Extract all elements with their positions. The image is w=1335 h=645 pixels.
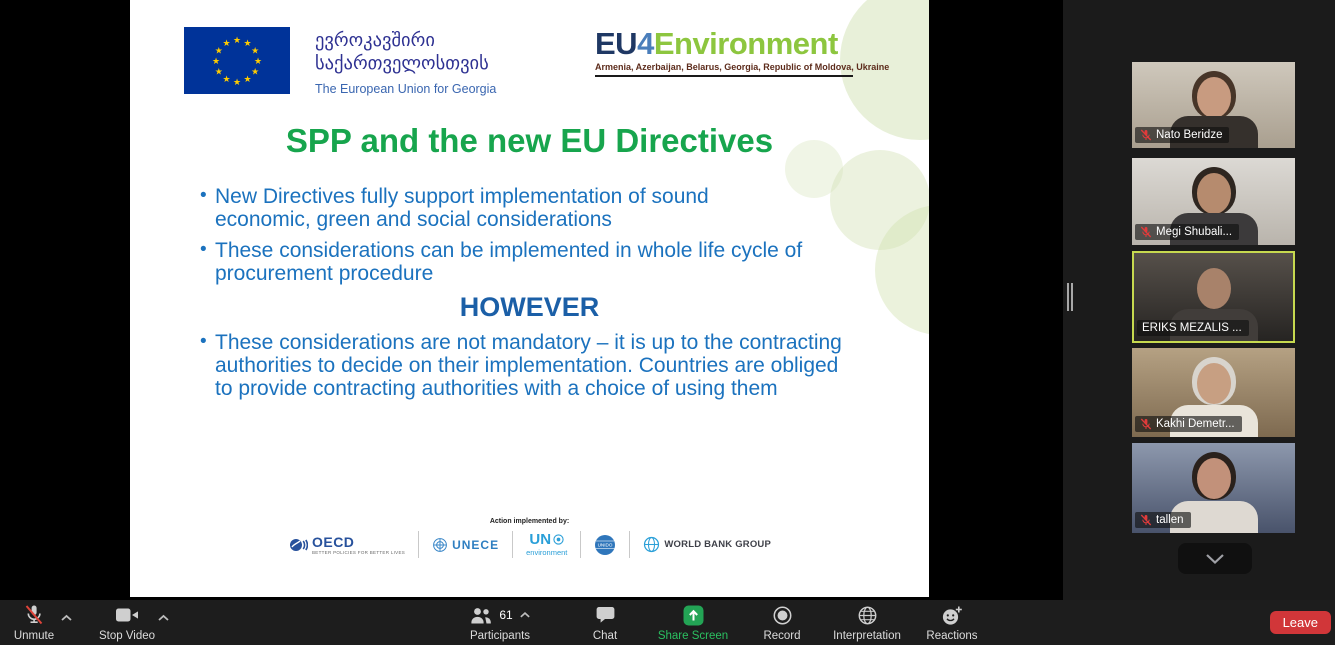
slide-title: SPP and the new EU Directives (285, 122, 774, 159)
interpretation-label: Interpretation (833, 629, 901, 642)
smiley-plus-icon (941, 605, 963, 626)
stop-video-label: Stop Video (98, 629, 156, 642)
video-options-caret[interactable] (157, 609, 170, 627)
muted-mic-icon (1140, 514, 1152, 526)
world-bank-logo (643, 536, 771, 553)
participant-tile-eriks-mezalis[interactable] (1132, 251, 1295, 343)
un-environment-label: environment (526, 548, 568, 557)
interpretation-button[interactable] (814, 604, 920, 643)
participant-name-tag: Megi Shubali... (1135, 224, 1239, 240)
share-screen-label: Share Screen (657, 629, 729, 642)
footer-caption: Action implemented by: (489, 518, 570, 525)
leave-button[interactable]: Leave (1270, 611, 1331, 634)
participant-name-tag: tallen (1135, 512, 1191, 528)
participant-tile-kakhi-demetr[interactable] (1132, 348, 1295, 437)
slide-bullet-1: • New Directives fully support implementation of sound economic, green and social considerations (200, 186, 780, 232)
muted-mic-icon (1140, 226, 1152, 238)
unece-logo (432, 537, 499, 553)
more-participants-button[interactable] (1178, 543, 1252, 574)
muted-mic-icon (1140, 418, 1152, 430)
participants-icon (469, 606, 493, 625)
participant-tile-tallen[interactable] (1132, 443, 1295, 533)
svg-text:★: ★ (222, 38, 231, 49)
unido-label: UNIDO (597, 542, 613, 548)
eu-stars-icon (184, 27, 290, 94)
un-label: UN (529, 531, 552, 548)
world-bank-label: WORLD BANK GROUP (664, 539, 772, 550)
eu-logo-text (315, 29, 496, 96)
eu4env-env: Environment (653, 26, 838, 61)
presentation-slide (130, 0, 929, 597)
world-bank-globe-icon (643, 536, 660, 553)
participants-label: Participants (469, 629, 531, 642)
chat-bubble-icon (595, 605, 616, 625)
svg-text:★: ★ (214, 46, 223, 57)
eu4env-4: 4 (637, 26, 654, 61)
share-screen-button[interactable] (645, 604, 741, 643)
logo-separator (580, 531, 581, 558)
svg-text:★: ★ (232, 36, 242, 46)
unmute-button[interactable] (6, 604, 62, 643)
slide-bullet-3: • These considerations are not mandatory – it is up to the contracting authorities to decide on their implementation. Countries are obliged to provide contracting authorities with a choice of using them (200, 332, 855, 401)
svg-text:★: ★ (243, 75, 252, 86)
slide-however-heading: HOWEVER (459, 292, 600, 322)
unece-label: UNECE (452, 537, 500, 552)
svg-text:★: ★ (243, 38, 252, 49)
participant-name-tag: Nato Beridze (1135, 127, 1229, 143)
meeting-toolbar (0, 600, 1335, 645)
chat-button[interactable] (577, 604, 633, 643)
participants-count: 61 (499, 608, 513, 622)
oecd-globe-icon (288, 535, 308, 555)
unido-emblem-icon (594, 534, 616, 556)
participant-name-tag: ERIKS MEZALIS ... (1137, 320, 1249, 336)
un-environment-logo (526, 532, 567, 557)
participant-tile-nato-beridze[interactable] (1132, 62, 1295, 148)
eu-georgian-line1: ევროკავშირი (315, 30, 435, 51)
eu4env-underline (595, 75, 853, 77)
stop-video-button[interactable] (92, 604, 162, 643)
chevron-down-icon (1204, 552, 1226, 565)
oecd-logo (288, 535, 405, 555)
participant-tile-megi-shubali[interactable] (1132, 158, 1295, 245)
svg-text:★: ★ (232, 78, 242, 88)
eu4env-eu: EU (595, 26, 638, 61)
video-camera-icon (114, 606, 140, 624)
sidebar-resize-handle[interactable] (1067, 283, 1073, 311)
record-icon (772, 605, 793, 626)
video-sidebar (1063, 0, 1335, 600)
svg-text:★: ★ (251, 67, 260, 78)
participant-name-tag: Kakhi Demetr... (1135, 416, 1242, 432)
eu-georgian-line2: საქართველოსთვის (315, 53, 489, 75)
reactions-label: Reactions (926, 629, 978, 642)
un-globe-icon (553, 534, 564, 545)
muted-mic-icon (1140, 129, 1152, 141)
logo-separator (512, 531, 513, 558)
svg-text:★: ★ (222, 75, 231, 86)
svg-text:★: ★ (214, 67, 223, 78)
eu-english-caption: The European Union for Georgia (315, 81, 497, 96)
audio-options-caret[interactable] (60, 609, 73, 627)
share-screen-icon (683, 605, 704, 626)
footer-logos (130, 531, 929, 558)
oecd-label: OECD (311, 533, 355, 550)
eu-flag-logo (184, 27, 290, 94)
slide-bullet-2: • These considerations can be implemented in whole life cycle of procurement procedure (200, 240, 818, 286)
globe-icon (857, 605, 878, 626)
eu4env-countries: Armenia, Azerbaijan, Belarus, Georgia, Republic of Moldova, Ukraine (595, 62, 890, 72)
chat-label: Chat (592, 629, 618, 642)
unmute-label: Unmute (13, 629, 55, 642)
oecd-tagline: BETTER POLICIES FOR BETTER LIVES (311, 549, 406, 555)
svg-text:★: ★ (253, 57, 263, 67)
participants-caret[interactable] (519, 611, 531, 619)
unido-logo (594, 534, 616, 556)
svg-text:★: ★ (251, 46, 260, 57)
unece-emblem-icon (432, 537, 448, 553)
logo-separator (418, 531, 419, 558)
muted-mic-icon (22, 604, 46, 626)
eu4environment-logo (595, 26, 890, 77)
record-button[interactable] (749, 604, 815, 643)
participants-button[interactable] (448, 604, 552, 643)
logo-separator (629, 531, 630, 558)
svg-text:★: ★ (211, 57, 221, 67)
reactions-button[interactable] (913, 604, 991, 643)
record-label: Record (763, 629, 801, 642)
